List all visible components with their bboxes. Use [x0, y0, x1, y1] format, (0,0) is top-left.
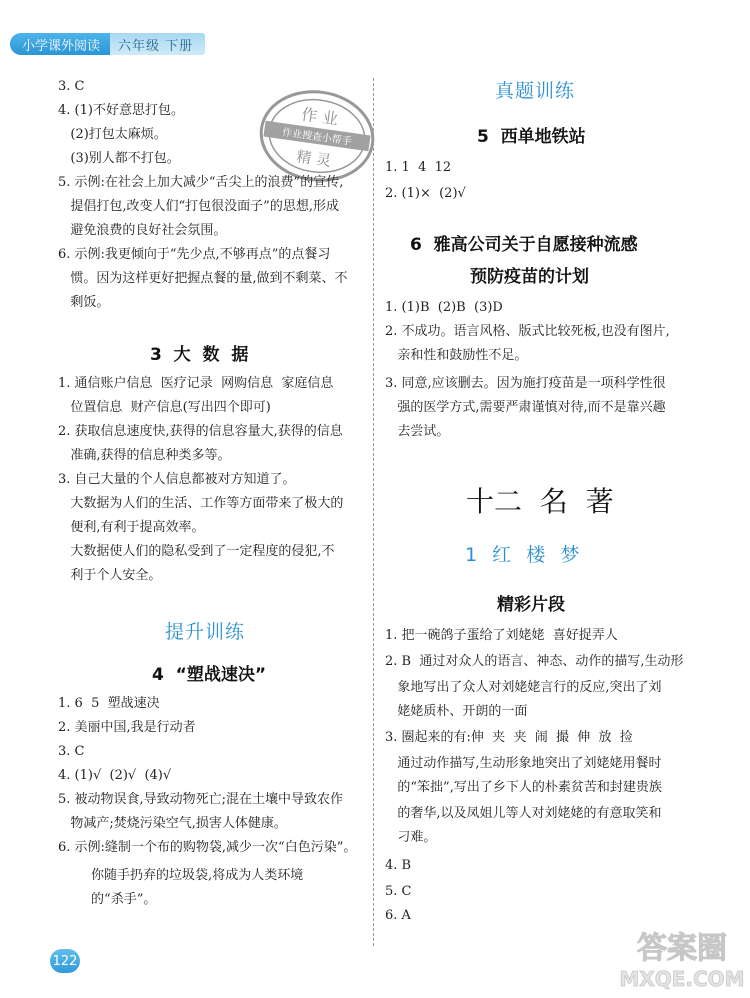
answer-line: 3. 同意,应该删去。因为施打疫苗是一项科学性很: [385, 376, 666, 391]
answer-line: 2. B 通过对众人的语言、神态、动作的描写,生动形: [385, 654, 684, 669]
answer-line: 利于个人安全。: [58, 568, 162, 583]
answer-line: 去尝试。: [385, 424, 450, 439]
block-title: 真题训练: [495, 80, 576, 102]
answer-line: 3. C: [58, 744, 85, 759]
answer-line: 1. 通信账户信息 医疗记录 网购信息 家庭信息: [58, 376, 334, 391]
answer-line: 惯。因为这样更好把握点餐的量,做到不剩菜、不: [58, 271, 348, 286]
page-number-badge: 122: [50, 949, 80, 973]
section-title-blue: 1 红 楼 梦: [465, 544, 581, 566]
answer-line: 1. 把一碗鸽子蛋给了刘姥姥 喜好捉弄人: [385, 628, 618, 643]
answer-line: 强的医学方式,需要严肃谨慎对待,而不是靠兴趣: [385, 400, 666, 415]
answer-line: 提倡打包,改变人们“打包很没面子”的思想,形成: [58, 199, 339, 214]
section-title: 6 雅高公司关于自愿接种流感: [410, 235, 638, 255]
answer-line: 2. 美丽中国,我是行动者: [58, 720, 196, 735]
block-title: 提升训练: [165, 621, 246, 643]
answer-line: 1. 1 4 12: [385, 160, 452, 175]
answer-line: 位置信息 财产信息(写出四个即可): [58, 400, 271, 415]
subsection-title: 精彩片段: [497, 595, 565, 615]
answer-line: 2. 不成功。语言风格、版式比较死板,也没有图片,: [385, 324, 670, 339]
answer-line: 大数据为人们的生活、工作等方面带来了极大的: [58, 496, 344, 511]
answer-line: 6. 示例:我更倾向于“先少点,不够再点”的点餐习: [58, 247, 331, 262]
unit-title: 十二 名 著: [466, 485, 614, 518]
answer-line: 4. (1)√ (2)√ (4)√: [58, 768, 172, 783]
section-title: 4 “塑战速决”: [152, 665, 267, 685]
svg-text:作 业: 作 业: [300, 104, 340, 129]
answer-line: 3. 自己大量的个人信息都被对方知道了。: [58, 472, 296, 487]
section-title-cont: 预防疫苗的计划: [470, 267, 589, 287]
svg-text:精 灵: 精 灵: [295, 147, 333, 171]
answer-line: 准确,获得的信息种类多等。: [58, 448, 231, 463]
answer-line: 大数据使人们的隐私受到了一定程度的侵犯,不: [58, 544, 335, 559]
series-label: 小学课外阅读: [10, 33, 110, 55]
answer-line: 3. C: [58, 79, 85, 94]
answer-line: 通过动作描写,生动形象地突出了刘姥姥用餐时: [385, 756, 662, 771]
section-title: 5 西单地铁站: [477, 127, 586, 147]
svg-text:MXQE.COM: MXQE.COM: [619, 967, 745, 991]
answer-line: 亲和性和鼓励性不足。: [385, 348, 528, 363]
section-title: 3 大 数 据: [150, 345, 249, 365]
answer-line: 避免浪费的良好社会氛围。: [58, 223, 227, 238]
answer-line: 5. 被动物误食,导致动物死亡;混在土壤中导致农作: [58, 792, 344, 807]
answer-line: 刁难。: [385, 830, 437, 845]
answer-line: 3. 圈起来的有:伸 夹 夹 闹 撮 伸 放 捡: [385, 730, 633, 745]
answer-line: 5. 示例:在社会上加大减少“舌尖上的浪费”的宣传,: [58, 175, 344, 190]
svg-text:答案圈: 答案圈: [637, 931, 727, 966]
answer-line: 的“笨拙”,写出了乡下人的朴素贫苦和封建贵族: [385, 780, 662, 795]
answer-line: 姥姥质朴、开朗的一面: [385, 704, 528, 719]
svg-text:作业搜查小帮手: 作业搜查小帮手: [281, 127, 353, 148]
answer-line: 的奢华,以及凤姐儿等人对刘姥姥的有意取笑和: [385, 806, 662, 821]
answer-line: 的“杀手”。: [58, 892, 157, 907]
answer-line: (2)打包太麻烦。: [58, 127, 167, 142]
answer-line: 2. 获取信息速度快,获得的信息容量大,获得的信息: [58, 424, 343, 439]
answer-line: 6. A: [385, 908, 411, 923]
answer-line: 5. C: [385, 884, 412, 899]
answer-line: 你随手扔弃的垃圾袋,将成为人类环境: [58, 868, 304, 883]
answer-line: 4. (1)不好意思打包。: [58, 103, 184, 118]
answer-line: 4. B: [385, 858, 412, 873]
grade-label: 六年级 下册: [118, 38, 194, 54]
column-divider: [373, 78, 374, 946]
answer-line: 象地写出了众人对刘姥姥言行的反应,突出了刘: [385, 680, 662, 695]
answer-line: 2. (1)× (2)√: [385, 186, 466, 201]
answer-line: 剩饭。: [58, 295, 110, 310]
watermark-logo: [618, 924, 746, 994]
header-tab: [10, 33, 205, 55]
answer-line: 物减产;焚烧污染空气,损害人体健康。: [58, 816, 287, 831]
answer-line: 6. 示例:缝制一个布的购物袋,减少一次“白色污染”。: [58, 840, 357, 855]
answer-line: 便利,有利于提高效率。: [58, 520, 205, 535]
answer-line: 1. 6 5 塑战速决: [58, 696, 160, 711]
answer-line: 1. (1)B (2)B (3)D: [385, 300, 503, 315]
answer-line: (3)别人都不打包。: [58, 151, 180, 166]
